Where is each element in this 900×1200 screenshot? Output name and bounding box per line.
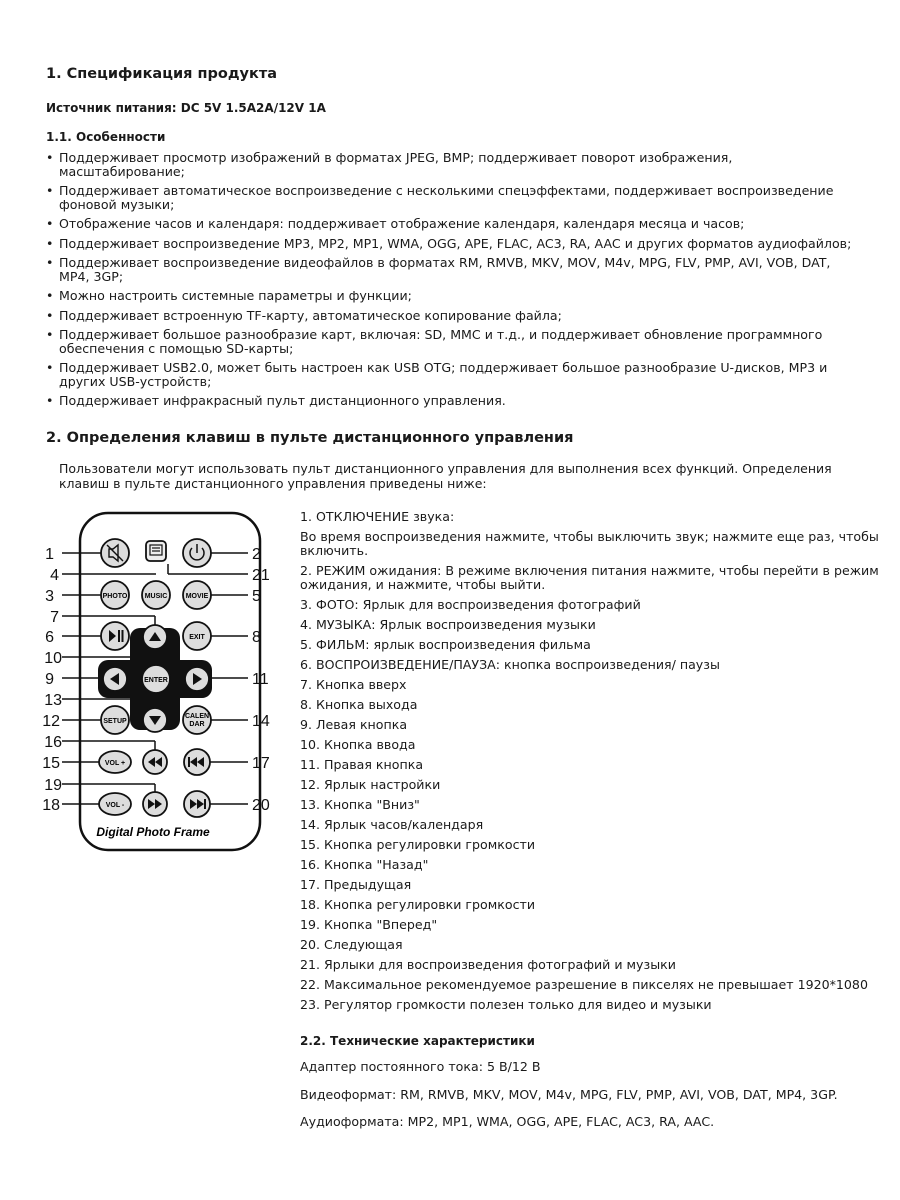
list-item: Во время воспроизведения нажмите, чтобы выключить звук; нажмите еще раз, чтобы включить. xyxy=(300,529,879,558)
list-item: 4. МУЗЫКА: Ярлык воспроизведения музыки xyxy=(300,617,596,632)
callout-2: 2 xyxy=(252,546,261,563)
callout-7: 7 xyxy=(50,609,59,626)
list-item: 9. Левая кнопка xyxy=(300,717,408,732)
calendar-button xyxy=(183,706,211,734)
photo-label: PHOTO xyxy=(102,593,128,600)
callout-6: 6 xyxy=(45,629,54,646)
list-item: • Поддерживает воспроизведение видеофайлов в форматах RM, RMVB, MKV, MOV, M4v, MPG, FLV, PMP, AVI, VOB, DAT, MP4, 3GP; xyxy=(46,256,861,283)
list-item: • Поддерживает инфракрасный пульт дистанционного управления. xyxy=(46,394,861,408)
list-item: 13. Кнопка "Вниз" xyxy=(300,797,420,812)
callout-5: 5 xyxy=(252,588,261,605)
list-item: 11. Правая кнопка xyxy=(300,757,424,772)
vol-down-label: VOL - xyxy=(105,802,125,809)
callout-15: 15 xyxy=(42,755,60,772)
music-label: MUSIC xyxy=(144,593,168,600)
audio-format-spec: Аудиоформата: MP2, MP1, WMA, OGG, APE, FLAC, AC3, RA, AAC. xyxy=(300,1114,715,1129)
callout-20: 20 xyxy=(252,797,270,814)
section-2-intro: Пользователи могут использовать пульт дистанционного управления для выполнения всех функций. Определения клавиш в пульте дистанционного управления приведены ниже: xyxy=(59,461,832,491)
calendar-label-1: CALEN xyxy=(184,713,210,720)
callout-8: 8 xyxy=(252,629,261,646)
list-item: 5. ФИЛЬМ: ярлык воспроизведения фильма xyxy=(300,637,591,652)
enter-label: ENTER xyxy=(144,677,168,684)
list-item: 14. Ярлык часов/календаря xyxy=(300,817,484,832)
features-title: 1.1. Особенности xyxy=(46,130,166,144)
section-2-title: 2. Определения клавиш в пульте дистанционного управления xyxy=(46,430,574,446)
movie-label: MOVIE xyxy=(185,593,209,600)
callout-1: 1 xyxy=(45,546,54,563)
exit-label: EXIT xyxy=(189,634,205,641)
callout-21: 21 xyxy=(252,567,270,584)
list-item: 6. ВОСПРОИЗВЕДЕНИЕ/ПАУЗА: кнопка воспроизведения/ паузы xyxy=(300,657,720,672)
adapter-spec: Адаптер постоянного тока: 5 В/12 В xyxy=(300,1059,541,1074)
callout-9: 9 xyxy=(45,671,54,688)
key-definitions-list xyxy=(300,510,880,1018)
list-item: 22. Максимальное рекомендуемое разрешение в пикселях не превышает 1920*1080 xyxy=(300,977,868,992)
callout-19: 19 xyxy=(44,777,62,794)
list-item: 15. Кнопка регулировки громкости xyxy=(300,837,536,852)
setup-label: SETUP xyxy=(103,718,127,725)
power-source: Источник питания: DC 5V 1.5A2A/12V 1A xyxy=(46,101,326,115)
vol-up-label: VOL + xyxy=(104,760,126,767)
callout-10: 10 xyxy=(44,650,62,667)
list-item: 8. Кнопка выхода xyxy=(300,697,418,712)
list-item: 1. ОТКЛЮЧЕНИЕ звука: xyxy=(300,509,455,524)
list-item: 21. Ярлыки для воспроизведения фотографий и музыки xyxy=(300,957,676,972)
callout-11: 11 xyxy=(252,671,269,688)
list-item: 19. Кнопка "Вперед" xyxy=(300,917,438,932)
callout-3: 3 xyxy=(45,588,54,605)
list-item: 2. РЕЖИМ ожидания: В режиме включения питания нажмите, чтобы перейти в режим ожидания, и нажмите, чтобы выйти. xyxy=(300,563,879,592)
list-item: 18. Кнопка регулировки громкости xyxy=(300,897,536,912)
callout-4: 4 xyxy=(50,567,59,584)
features-list xyxy=(46,151,861,414)
list-item: 10. Кнопка ввода xyxy=(300,737,416,752)
list-item: • Поддерживает автоматическое воспроизведение с несколькими спецэффектами, поддерживает воспроизведение фоновой музыки; xyxy=(46,184,861,211)
callout-14: 14 xyxy=(252,713,270,730)
callout-17: 17 xyxy=(252,755,270,772)
video-format-spec: Видеоформат: RM, RMVB, MKV, MOV, M4v, MPG, FLV, PMP, AVI, VOB, DAT, MP4, 3GP. xyxy=(300,1087,838,1102)
remote-brand-label: Digital Photo Frame xyxy=(96,825,210,839)
callout-18: 18 xyxy=(42,797,60,814)
callout-13: 13 xyxy=(44,692,62,709)
list-item: 16. Кнопка "Назад" xyxy=(300,857,429,872)
remote-diagram xyxy=(40,510,280,855)
list-item: 23. Регулятор громкости полезен только для видео и музыки xyxy=(300,997,712,1012)
list-item: 7. Кнопка вверх xyxy=(300,677,407,692)
list-item: 3. ФОТО: Ярлык для воспроизведения фотографий xyxy=(300,597,641,612)
list-item: 12. Ярлык настройки xyxy=(300,777,441,792)
section-1-title: 1. Спецификация продукта xyxy=(46,66,278,82)
list-item: • Отображение часов и календаря: поддерживает отображение календаря, календаря месяца и часов; xyxy=(46,217,861,231)
calendar-label-2: DAR xyxy=(189,721,205,728)
list-item: • Поддерживает просмотр изображений в форматах JPEG, BMP; поддерживает поворот изображения, масштабирование; xyxy=(46,151,861,178)
callout-16: 16 xyxy=(44,734,62,751)
list-item: • Поддерживает USB2.0, может быть настроен как USB OTG; поддерживает большое разнообразие U-дисков, MP3 и других USB-устройств; xyxy=(46,361,861,388)
list-item: 20. Следующая xyxy=(300,937,403,952)
list-item: • Поддерживает воспроизведение MP3, MP2, MP1, WMA, OGG, APE, FLAC, AC3, RA, AAC и других форматов аудиофайлов; xyxy=(46,237,861,251)
callout-12: 12 xyxy=(42,713,60,730)
list-item: • Поддерживает большое разнообразие карт, включая: SD, MMC и т.д., и поддерживает обновление программного обеспечения с помощью SD-карты; xyxy=(46,328,861,355)
list-item: • Можно настроить системные параметры и функции; xyxy=(46,289,861,303)
tech-specs-title: 2.2. Технические характеристики xyxy=(300,1034,535,1048)
list-item: 17. Предыдущая xyxy=(300,877,412,892)
list-item: • Поддерживает встроенную TF-карту, автоматическое копирование файла; xyxy=(46,309,861,323)
